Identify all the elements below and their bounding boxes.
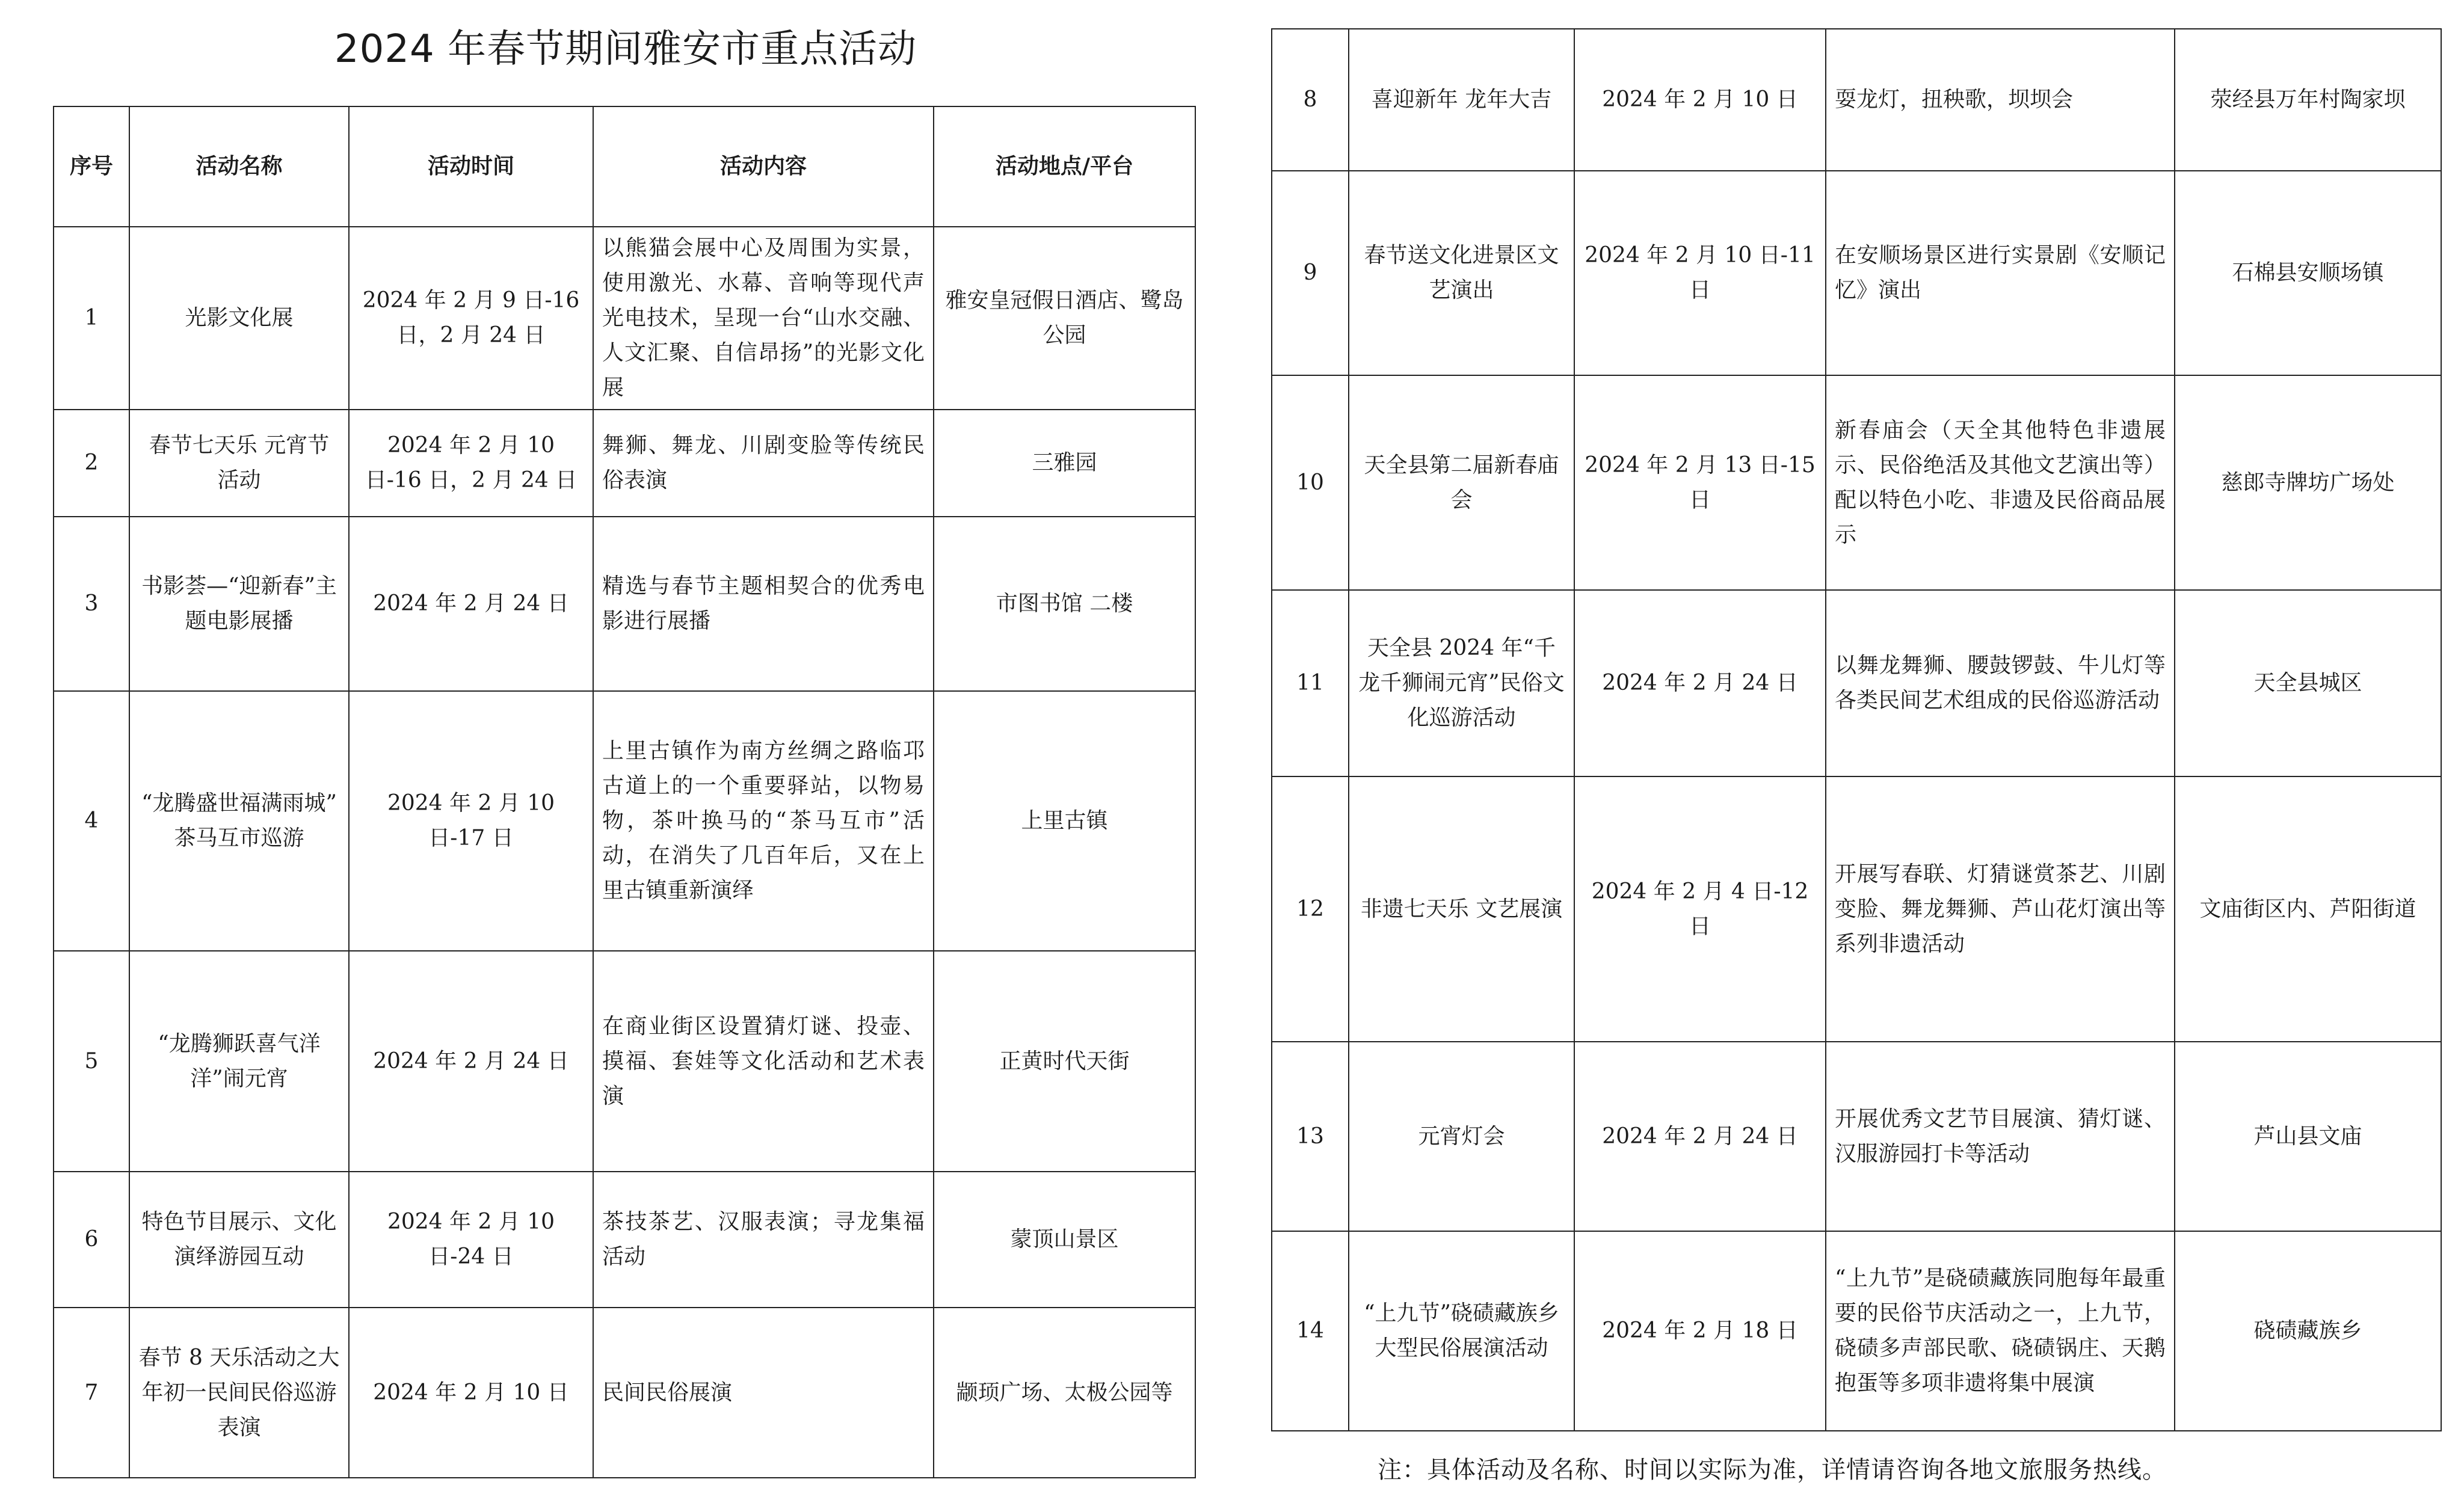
activity-place: 天全县城区 [2175,590,2441,776]
activity-name: 春节七天乐 元宵节活动 [129,410,349,517]
table-row [1272,1042,2441,1231]
activity-place: 颛顼广场、太极公园等 [934,1308,1195,1478]
activity-name: 天全县 2024 年“千龙千狮闹元宵”民俗文化巡游活动 [1349,590,1574,776]
activity-place: 芦山县文庙 [2175,1042,2441,1231]
activity-time: 2024 年 2 月 9 日-16 日，2 月 24 日 [349,227,593,410]
activity-time: 2024 年 2 月 4 日-12 日 [1574,776,1826,1042]
activity-content: 新春庙会（天全其他特色非遗展示、民俗绝活及其他文艺演出等）配以特色小吃、非遗及民俗商品展示 [1826,375,2175,590]
activity-content: 精选与春节主题相契合的优秀电影进行展播 [593,517,934,691]
header-place: 活动地点/平台 [934,106,1195,227]
activity-time: 2024 年 2 月 10 日-16 日，2 月 24 日 [349,410,593,517]
activity-place: 蒙顶山景区 [934,1172,1195,1308]
activity-content: 上里古镇作为南方丝绸之路临邛古道上的一个重要驿站，以物易物，茶叶换马的“茶马互市”活动，在消失了几百年后，又在上里古镇重新演绎 [593,691,934,951]
table-row [54,691,1195,951]
activity-content: “上九节”是硗碛藏族同胞每年最重要的民俗节庆活动之一，上九节，硗碛多声部民歌、硗碛锅庄、天鹅抱蛋等多项非遗将集中展演 [1826,1231,2175,1431]
activity-place: 慈郎寺牌坊广场处 [2175,375,2441,590]
table-row [1272,776,2441,1042]
activity-place: 文庙街区内、芦阳街道 [2175,776,2441,1042]
row-number: 3 [54,517,129,691]
activity-place: 硗碛藏族乡 [2175,1231,2441,1431]
table-row [54,951,1195,1172]
activity-content: 在安顺场景区进行实景剧《安顺记忆》演出 [1826,171,2175,375]
header-content: 活动内容 [593,106,934,227]
row-number: 9 [1272,171,1349,375]
activity-name: 非遗七天乐 文艺展演 [1349,776,1574,1042]
activity-place: 雅安皇冠假日酒店、鹭岛公园 [934,227,1195,410]
activity-time: 2024 年 2 月 24 日 [1574,1042,1826,1231]
row-number: 2 [54,410,129,517]
table-row [54,227,1195,410]
activity-time: 2024 年 2 月 18 日 [1574,1231,1826,1431]
row-number: 12 [1272,776,1349,1042]
row-number: 8 [1272,29,1349,171]
activity-name: 元宵灯会 [1349,1042,1574,1231]
activity-content: 开展写春联、灯猜谜赏茶艺、川剧变脸、舞龙舞狮、芦山花灯演出等系列非遗活动 [1826,776,2175,1042]
activity-time: 2024 年 2 月 13 日-15 日 [1574,375,1826,590]
activity-name: 天全县第二届新春庙会 [1349,375,1574,590]
activity-content: 在商业街区设置猜灯谜、投壶、摸福、套娃等文化活动和艺术表演 [593,951,934,1172]
activity-place: 上里古镇 [934,691,1195,951]
table-row [54,410,1195,517]
header-no: 序号 [54,106,129,227]
activity-content: 以熊猫会展中心及周围为实景，使用激光、水幕、音响等现代声光电技术，呈现一台“山水交融、人文汇聚、自信昂扬”的光影文化展 [593,227,934,410]
activity-content: 以舞龙舞狮、腰鼓锣鼓、牛儿灯等各类民间艺术组成的民俗巡游活动 [1826,590,2175,776]
activity-content: 茶技茶艺、汉服表演；寻龙集福活动 [593,1172,934,1308]
activity-name: 喜迎新年 龙年大吉 [1349,29,1574,171]
table-row [1272,171,2441,375]
row-number: 10 [1272,375,1349,590]
row-number: 11 [1272,590,1349,776]
table-row [1272,590,2441,776]
activity-place: 石棉县安顺场镇 [2175,171,2441,375]
activity-name: “龙腾盛世福满雨城” 茶马互市巡游 [129,691,349,951]
activity-name: “上九节”硗碛藏族乡大型民俗展演活动 [1349,1231,1574,1431]
activity-content: 舞狮、舞龙、川剧变脸等传统民俗表演 [593,410,934,517]
activity-time: 2024 年 2 月 24 日 [1574,590,1826,776]
row-number: 7 [54,1308,129,1478]
table-row [1272,375,2441,590]
activity-time: 2024 年 2 月 24 日 [349,517,593,691]
activity-place: 正黄时代天街 [934,951,1195,1172]
activity-time: 2024 年 2 月 10 日 [349,1308,593,1478]
header-time: 活动时间 [349,106,593,227]
activities-table-right [1271,28,2442,1431]
activity-time: 2024 年 2 月 10 日-11 日 [1574,171,1826,375]
activity-place: 荥经县万年村陶家坝 [2175,29,2441,171]
activity-name: 光影文化展 [129,227,349,410]
row-number: 1 [54,227,129,410]
header-name: 活动名称 [129,106,349,227]
row-number: 6 [54,1172,129,1308]
activity-name: “龙腾狮跃喜气洋洋”闹元宵 [129,951,349,1172]
footnote: 注：具体活动及名称、时间以实际为准，详情请咨询各地文旅服务热线。 [1378,1456,2167,1484]
table-header-row [54,106,1195,227]
table-row [1272,29,2441,171]
table-row [54,1172,1195,1308]
activity-content: 民间民俗展演 [593,1308,934,1478]
activity-time: 2024 年 2 月 10 日-17 日 [349,691,593,951]
activity-name: 书影荟—“迎新春”主题电影展播 [129,517,349,691]
table-row [54,1308,1195,1478]
activity-time: 2024 年 2 月 10 日 [1574,29,1826,171]
activity-time: 2024 年 2 月 24 日 [349,951,593,1172]
row-number: 14 [1272,1231,1349,1431]
activity-place: 三雅园 [934,410,1195,517]
activity-name: 春节 8 天乐活动之大年初一民间民俗巡游表演 [129,1308,349,1478]
row-number: 5 [54,951,129,1172]
table-row [54,517,1195,691]
activity-name: 春节送文化进景区文艺演出 [1349,171,1574,375]
activities-table-left [53,106,1196,1478]
activity-time: 2024 年 2 月 10 日-24 日 [349,1172,593,1308]
page-title: 2024 年春节期间雅安市重点活动 [334,27,917,72]
row-number: 4 [54,691,129,951]
table-row [1272,1231,2441,1431]
activity-name: 特色节目展示、文化演绎游园互动 [129,1172,349,1308]
activity-place: 市图书馆 二楼 [934,517,1195,691]
row-number: 13 [1272,1042,1349,1231]
activity-content: 耍龙灯，扭秧歌，坝坝会 [1826,29,2175,171]
activity-content: 开展优秀文艺节目展演、猜灯谜、汉服游园打卡等活动 [1826,1042,2175,1231]
